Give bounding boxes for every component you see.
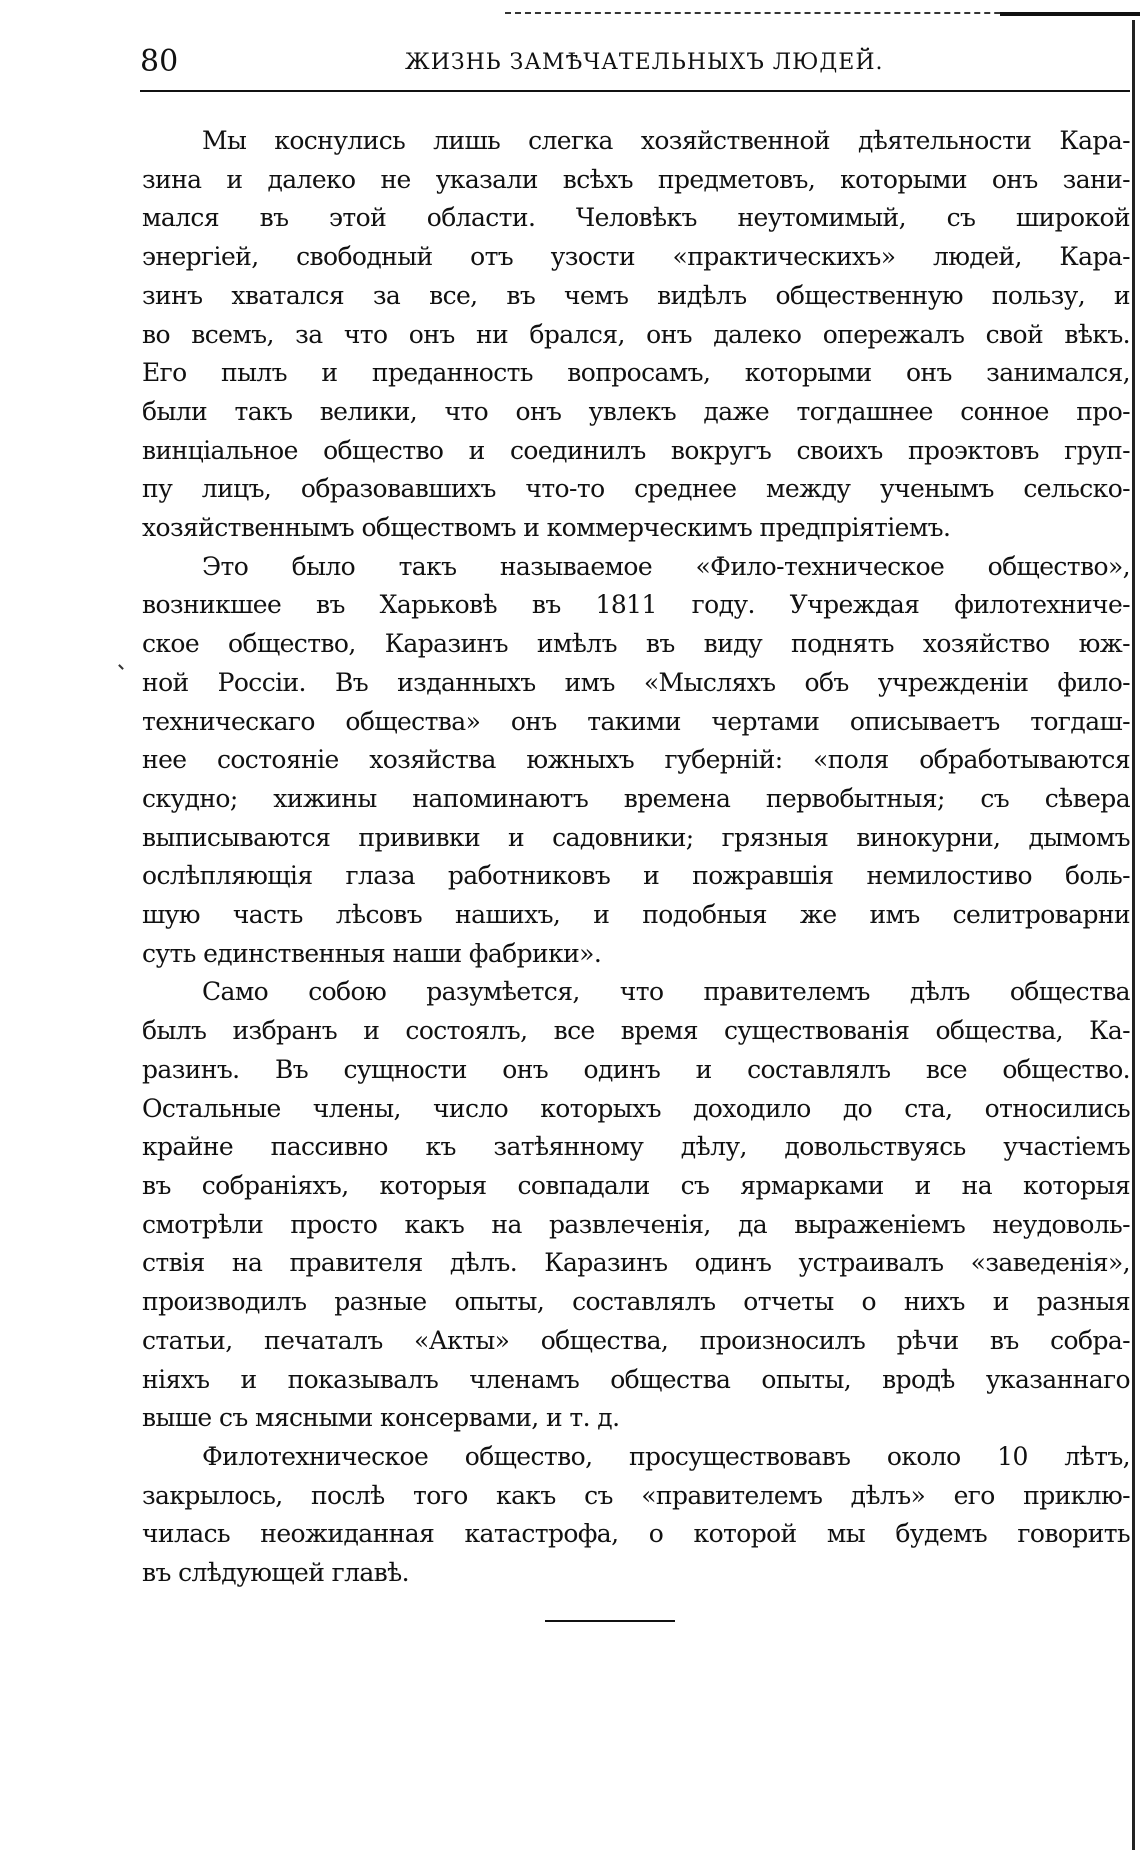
page-number: 80: [140, 44, 179, 79]
text-line: производилъ разные опыты, составлялъ отчеты о нихъ и разныя: [142, 1287, 1130, 1317]
text-line: ніяхъ и показывалъ членамъ общества опыты, вродѣ указаннаго: [142, 1364, 1130, 1394]
text-line: мался въ этой области. Человѣкъ неутомимый, съ широкой: [142, 203, 1130, 233]
text-line: Само собою разумѣется, что правителемъ дѣлъ общества: [202, 977, 1130, 1007]
text-line: винціальное общество и соединилъ вокругъ своихъ проэктовъ груп-: [142, 435, 1130, 465]
paragraph: [142, 1438, 1130, 1593]
text-line: во всемъ, за что онъ ни брался, онъ далеко опережалъ свой вѣкъ.: [142, 319, 1130, 349]
text-line: шую часть лѣсовъ нашихъ, и подобныя же имъ селитроварни: [142, 900, 1130, 930]
end-rule: [545, 1620, 675, 1622]
text-line: разинъ. Въ сущности онъ одинъ и составлялъ все общество.: [142, 1054, 1130, 1084]
text-line: Филотехническое общество, просуществовавъ около 10 лѣтъ,: [202, 1441, 1130, 1471]
text-line: зинъ хватался за все, въ чемъ видѣлъ общественную пользу, и: [142, 280, 1130, 310]
paragraph: [142, 548, 1130, 974]
top-scan-bar: [1000, 12, 1140, 16]
text-line: смотрѣли просто какъ на развлеченія, да выраженіемъ неудоволь-: [142, 1209, 1130, 1239]
text-line: зина и далеко не указали всѣхъ предметовъ, которыми онъ зани-: [142, 164, 1130, 194]
text-line: нее состояніе хозяйства южныхъ губерній: «поля обработываются: [142, 745, 1130, 775]
header-rule: [140, 90, 1130, 92]
text-line: техническаго общества» онъ такими чертами описываетъ тогдаш-: [142, 706, 1130, 736]
text-line: выше съ мясными консервами, и т. д.: [142, 1403, 620, 1433]
text-line: въ собраніяхъ, которыя совпадали съ ярмарками и на которыя: [142, 1170, 1130, 1200]
text-line: чилась неожиданная катастрофа, о которой мы будемъ говорить: [142, 1519, 1130, 1549]
text-line: ское общество, Каразинъ имѣлъ въ виду поднять хозяйство юж-: [142, 629, 1130, 659]
text-line: Мы коснулись лишь слегка хозяйственной дѣятельности Кара-: [202, 126, 1130, 155]
text-line: Это было такъ называемое «Фило-техническое общество»,: [202, 551, 1130, 581]
text-line: статьи, печаталъ «Акты» общества, произносилъ рѣчи въ собра-: [142, 1325, 1130, 1355]
text-line: скудно; хижины напоминаютъ времена первобытныя; съ сѣвера: [142, 783, 1130, 813]
text-line: Остальные члены, число которыхъ доходило до ста, относились: [142, 1093, 1130, 1123]
text-line: ствія на правителя дѣлъ. Каразинъ одинъ устраивалъ «заведенія»,: [142, 1248, 1130, 1278]
text-line: Его пылъ и преданность вопросамъ, которыми онъ занимался,: [142, 358, 1130, 388]
text-line: былъ избранъ и состоялъ, все время существованія общества, Ка-: [142, 1016, 1130, 1046]
text-line: выписываются прививки и садовники; грязныя винокурни, дымомъ: [142, 822, 1130, 852]
text-line: хозяйственнымъ обществомъ и коммерческимъ предпріятіемъ.: [142, 513, 951, 543]
stray-ink-mark: [118, 664, 124, 670]
body-text: [142, 122, 1130, 1593]
text-line: энергіей, свободный отъ узости «практическихъ» людей, Кара-: [142, 242, 1130, 272]
text-line: возникшее въ Харьковѣ въ 1811 году. Учреждая филотехниче-: [142, 590, 1130, 620]
paragraph: [142, 122, 1130, 548]
text-line: крайне пассивно къ затѣянному дѣлу, довольствуясь участіемъ: [142, 1132, 1130, 1162]
text-line: закрылось, послѣ того какъ съ «правителемъ дѣлъ» его приклю-: [142, 1480, 1130, 1510]
running-title: ЖИЗНЬ ЗАМѢЧАТЕЛЬНЫХЪ ЛЮДЕЙ.: [405, 50, 884, 75]
page-right-edge: [1132, 20, 1135, 1850]
text-line: пу лицъ, образовавшихъ что-то среднее между ученымъ сельско-: [142, 474, 1130, 504]
text-line: ослѣпляющія глаза работниковъ и пожравшія немилостиво боль-: [142, 861, 1130, 891]
text-line: въ слѣдующей главѣ.: [142, 1558, 409, 1588]
text-line: ной Россіи. Въ изданныхъ имъ «Мысляхъ объ учрежденіи фило-: [142, 667, 1130, 697]
text-line: суть единственныя наши фабрики».: [142, 938, 602, 968]
paragraph: [142, 973, 1130, 1437]
text-line: были такъ велики, что онъ увлекъ даже тогдашнее сонное про-: [142, 396, 1130, 426]
